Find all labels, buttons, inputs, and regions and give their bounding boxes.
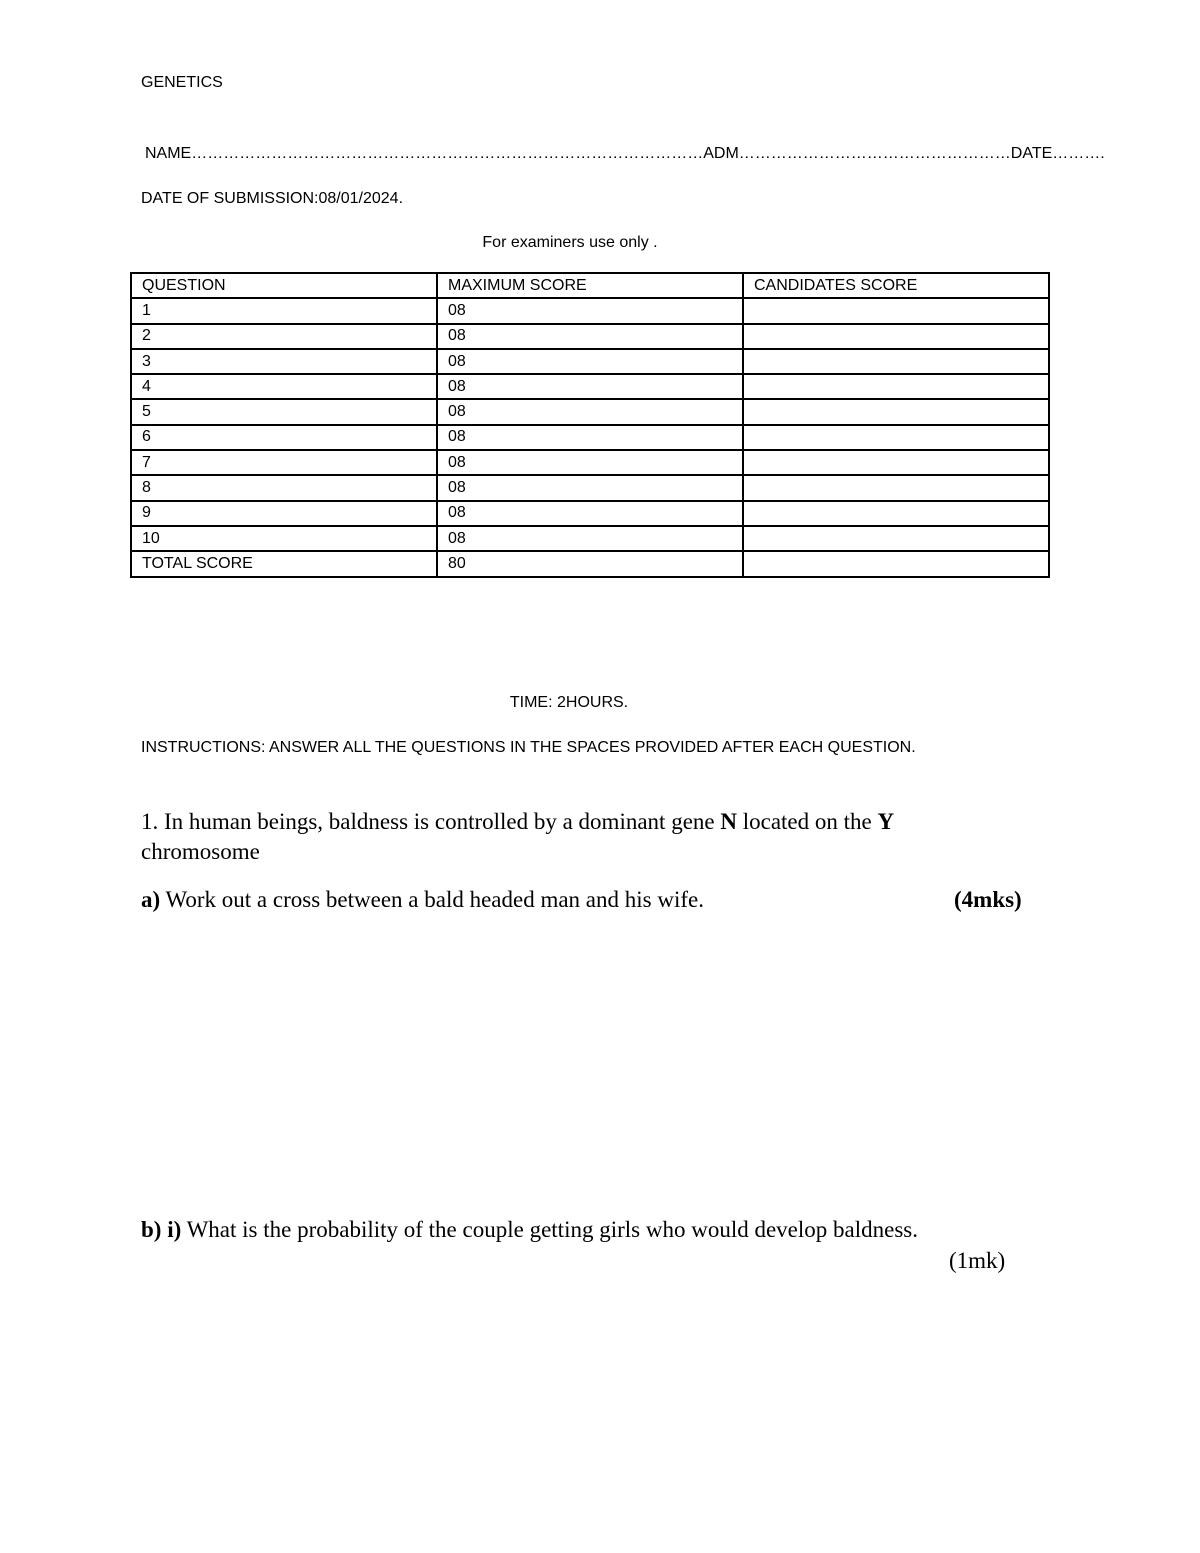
examiners-note: For examiners use only . bbox=[482, 234, 658, 251]
submission-date: DATE OF SUBMISSION:08/01/2024. bbox=[141, 190, 404, 207]
question-1bi bbox=[141, 1217, 918, 1243]
question-1a-text: Work out a cross between a bald headed man and his wife. bbox=[160, 887, 704, 912]
cell-candidates-score bbox=[743, 425, 1049, 450]
header-maximum-score: MAXIMUM SCORE bbox=[437, 273, 743, 298]
table-row bbox=[131, 425, 1049, 450]
cell-candidates-score bbox=[743, 526, 1049, 551]
cell-total-label: TOTAL SCORE bbox=[131, 551, 437, 576]
table-row bbox=[131, 526, 1049, 551]
table-total-row bbox=[131, 551, 1049, 576]
cell-candidates-score bbox=[743, 450, 1049, 475]
cell-question: 10 bbox=[131, 526, 437, 551]
question-1a bbox=[141, 887, 704, 913]
cell-maximum-score: 08 bbox=[437, 501, 743, 526]
table-row bbox=[131, 374, 1049, 399]
question-1-text-part: located on the bbox=[736, 809, 878, 834]
cell-question: 6 bbox=[131, 425, 437, 450]
adm-blank: …………………………………………… bbox=[738, 145, 1011, 162]
date-label: DATE bbox=[1010, 145, 1053, 162]
exam-instructions: INSTRUCTIONS: ANSWER ALL THE QUESTIONS IN THE SPACES PROVIDED AFTER EACH QUESTION. bbox=[141, 739, 916, 756]
cell-maximum-score: 08 bbox=[437, 374, 743, 399]
table-row bbox=[131, 349, 1049, 374]
table-row bbox=[131, 324, 1049, 349]
cell-question: 2 bbox=[131, 324, 437, 349]
header-question: QUESTION bbox=[131, 273, 437, 298]
gene-symbol: N bbox=[720, 809, 737, 834]
cell-candidates-score bbox=[743, 475, 1049, 500]
question-1-stem bbox=[141, 807, 1041, 867]
student-details-line bbox=[145, 145, 1105, 163]
cell-total-maximum: 80 bbox=[437, 551, 743, 576]
cell-maximum-score: 08 bbox=[437, 298, 743, 323]
score-table-body bbox=[131, 273, 1049, 577]
name-blank: …………………………………………………………………………………… bbox=[191, 145, 704, 162]
table-row bbox=[131, 450, 1049, 475]
cell-candidates-score bbox=[743, 501, 1049, 526]
table-row bbox=[131, 399, 1049, 424]
question-1a-marks: (4mks) bbox=[954, 887, 1022, 912]
cell-question: 8 bbox=[131, 475, 437, 500]
cell-question: 7 bbox=[131, 450, 437, 475]
cell-maximum-score: 08 bbox=[437, 526, 743, 551]
document-title: GENETICS bbox=[141, 74, 223, 91]
cell-candidates-score bbox=[743, 374, 1049, 399]
chromosome-symbol: Y bbox=[877, 809, 895, 834]
question-1bi-text: What is the probability of the couple getting girls who would develop baldness. bbox=[181, 1217, 918, 1242]
cell-candidates-score bbox=[743, 324, 1049, 349]
cell-question: 3 bbox=[131, 349, 437, 374]
cell-question: 9 bbox=[131, 501, 437, 526]
cell-question: 1 bbox=[131, 298, 437, 323]
question-1a-label: a) bbox=[141, 887, 161, 912]
header-candidates-score: CANDIDATES SCORE bbox=[743, 273, 1049, 298]
cell-maximum-score: 08 bbox=[437, 450, 743, 475]
table-row bbox=[131, 475, 1049, 500]
question-1-text-part: 1. In human beings, baldness is controlled by a dominant gene bbox=[141, 809, 721, 834]
question-1-text-part: chromosome bbox=[141, 839, 260, 864]
score-table bbox=[130, 272, 1050, 578]
table-header-row bbox=[131, 273, 1049, 298]
table-row bbox=[131, 298, 1049, 323]
question-1bi-marks: (1mk) bbox=[949, 1248, 1006, 1273]
cell-maximum-score: 08 bbox=[437, 324, 743, 349]
question-1bi-label: b) i) bbox=[141, 1217, 182, 1242]
cell-maximum-score: 08 bbox=[437, 475, 743, 500]
cell-maximum-score: 08 bbox=[437, 349, 743, 374]
exam-time: TIME: 2HOURS. bbox=[509, 694, 629, 711]
table-row bbox=[131, 501, 1049, 526]
cell-maximum-score: 08 bbox=[437, 399, 743, 424]
cell-candidates-score bbox=[743, 298, 1049, 323]
cell-question: 4 bbox=[131, 374, 437, 399]
adm-label: ADM bbox=[703, 145, 739, 162]
cell-candidates-score bbox=[743, 349, 1049, 374]
name-label: NAME bbox=[145, 145, 192, 162]
cell-total-candidate bbox=[743, 551, 1049, 576]
cell-maximum-score: 08 bbox=[437, 425, 743, 450]
date-blank: ………. bbox=[1052, 145, 1105, 162]
cell-candidates-score bbox=[743, 399, 1049, 424]
cell-question: 5 bbox=[131, 399, 437, 424]
